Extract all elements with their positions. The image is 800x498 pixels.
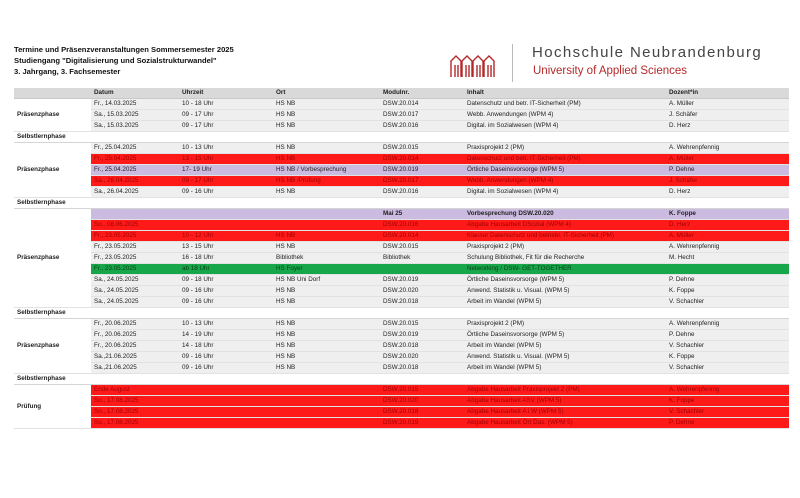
cell-modul: DSW.20.015: [380, 385, 464, 396]
table-row: [14, 176, 789, 187]
cell-zeit: 13 - 15 Uhr: [179, 154, 273, 165]
table-row: [14, 110, 789, 121]
university-tagline: University of Applied Sciences: [533, 65, 688, 77]
table-row: [14, 330, 789, 341]
cell-dozent: V. Schachler: [666, 407, 789, 418]
cell-modul: DSW.20.015: [380, 143, 464, 154]
table-row: [14, 319, 789, 330]
cell-zeit: 09 - 17 Uhr: [179, 121, 273, 132]
cell-datum: Sa., 15.03.2025: [91, 110, 179, 121]
cell-ort: HS NB: [273, 187, 380, 198]
cell-zeit: ab 18 Uhr: [179, 264, 273, 275]
cell-zeit: 09 - 17 Uhr: [179, 110, 273, 121]
cell-datum: Sa., 15.03.2025: [91, 121, 179, 132]
table-row: [14, 407, 789, 418]
cell-dozent: V. Schachler: [666, 341, 789, 352]
cell-dozent: P. Dehne: [666, 165, 789, 176]
cell-datum: So., 08.06.2025: [91, 220, 179, 231]
column-header: Ort: [273, 88, 380, 99]
cell-ort: HS NB / Vorbesprechung: [273, 165, 380, 176]
table-row: [14, 352, 789, 363]
cell-ort: [273, 396, 380, 407]
cell-inhalt: Örtliche Daseinsvorsorge (WPM 5): [464, 165, 666, 176]
cell-inhalt: Abgabe Hausarbeit A i W (WPM 5): [464, 407, 666, 418]
table-row: [14, 264, 789, 275]
cell-zeit: 14 - 19 Uhr: [179, 330, 273, 341]
cell-datum: Sa., 24.05.2025: [91, 297, 179, 308]
cell-modul: DSW.20.019: [380, 330, 464, 341]
cell-dozent: A. Wehrenpfennig: [666, 385, 789, 396]
cell-zeit: 16 - 18 Uhr: [179, 253, 273, 264]
cell-inhalt: Praxisprojekt 2 (PM): [464, 143, 666, 154]
cell-zeit: [179, 396, 273, 407]
cell-inhalt: Praxisprojekt 2 (PM): [464, 242, 666, 253]
section-separator-row: [14, 132, 789, 143]
cell-ort: HS NB: [273, 99, 380, 110]
section-separator-row: [14, 198, 789, 209]
cell-inhalt: Webb. Anwendungen (WPM 4): [464, 110, 666, 121]
table-row: [14, 242, 789, 253]
university-logo: [448, 44, 788, 84]
cell-zeit: [179, 418, 273, 429]
cell-inhalt: Abgabe Hausarbeit Ört Das. (WPM 5): [464, 418, 666, 429]
cell-zeit: 10 - 13 Uhr: [179, 143, 273, 154]
cell-inhalt: Networking / DSW- GET-TOGETHER: [464, 264, 666, 275]
cell-zeit: [179, 407, 273, 418]
cell-ort: HS NB: [273, 297, 380, 308]
cell-inhalt: Praxisprojekt 2 (PM): [464, 319, 666, 330]
table-row: [14, 286, 789, 297]
cell-ort: [273, 407, 380, 418]
cell-inhalt: Klausur Datenschutz und betriebl. IT-Sicherheit (PM): [464, 231, 666, 242]
cell-inhalt: Abgabe Hausarbeit Praxisprojekt 2 (PM): [464, 385, 666, 396]
cell-modul: DSW.20.020: [380, 352, 464, 363]
cell-datum: So., 17.08.2025: [91, 407, 179, 418]
university-logo-mark-icon: [450, 52, 496, 78]
cell-modul: [380, 264, 464, 275]
cell-ort: [273, 209, 380, 220]
cell-zeit: 10 - 12 Uhr: [179, 231, 273, 242]
cell-dozent: M. Hecht: [666, 253, 789, 264]
cell-zeit: 09 - 16 Uhr: [179, 297, 273, 308]
cell-dozent: K. Foppe: [666, 396, 789, 407]
section-label: Selbstlernphase: [14, 198, 789, 209]
table-row: [14, 231, 789, 242]
cell-dozent: [666, 264, 789, 275]
cell-zeit: 10 - 18 Uhr: [179, 99, 273, 110]
table-row: [14, 99, 789, 110]
cell-zeit: 09 - 17 Uhr: [179, 176, 273, 187]
schedule-table: [14, 88, 789, 429]
column-header: Modulnr.: [380, 88, 464, 99]
cell-ort: HS NB: [273, 352, 380, 363]
cell-datum: Sa.,21.06.2025: [91, 352, 179, 363]
cell-zeit: 17- 19 Uhr: [179, 165, 273, 176]
cell-modul: DSW.20.016: [380, 121, 464, 132]
cell-ort: HS NB: [273, 363, 380, 374]
cell-dozent: K. Foppe: [666, 352, 789, 363]
document-header: [14, 44, 234, 77]
cell-datum: Fr., 23.05.2025: [91, 264, 179, 275]
cell-dozent: J. Schäfer: [666, 110, 789, 121]
table-row: [14, 275, 789, 286]
cell-modul: Bibliothek: [380, 253, 464, 264]
cell-datum: Fr., 23.05.2025: [91, 231, 179, 242]
table-row: [14, 253, 789, 264]
cell-ort: HS NB: [273, 242, 380, 253]
cell-ort: [273, 385, 380, 396]
table-row: [14, 220, 789, 231]
cell-datum: Fr., 20.06.2025: [91, 330, 179, 341]
cell-zeit: 09 - 16 Uhr: [179, 187, 273, 198]
cell-datum: So., 17.08.2025: [91, 418, 179, 429]
column-header: [14, 88, 91, 99]
cell-modul: DSW.20.017: [380, 176, 464, 187]
cell-datum: Ende August: [91, 385, 179, 396]
column-header: Inhalt: [464, 88, 666, 99]
cell-dozent: P. Dehne: [666, 330, 789, 341]
university-name: Hochschule Neubrandenburg: [532, 44, 763, 61]
cell-modul: DSW.20.020: [380, 286, 464, 297]
cell-inhalt: Örtliche Daseinsvorsorge (WPM 5): [464, 330, 666, 341]
section-label: Selbstlernphase: [14, 132, 789, 143]
section-label: Selbstlernphase: [14, 308, 789, 319]
cell-inhalt: Arbeit im Wandel (WPM 5): [464, 297, 666, 308]
cell-datum: Fr., 20.06.2025: [91, 319, 179, 330]
logo-divider: [512, 44, 513, 82]
table-row: [14, 154, 789, 165]
cell-ort: [273, 418, 380, 429]
cell-modul: DSW.20.017: [380, 110, 464, 121]
cell-modul: Mai 25: [380, 209, 464, 220]
section-separator-row: [14, 374, 789, 385]
cell-datum: Fr., 25.04.2025: [91, 154, 179, 165]
table-row: [14, 209, 789, 220]
cell-dozent: A. Müller: [666, 99, 789, 110]
cell-datum: Fr., 23.05.2025: [91, 242, 179, 253]
table-row: [14, 165, 789, 176]
cell-dozent: A. Wehrenpfennig: [666, 242, 789, 253]
cell-ort: HS NB: [273, 121, 380, 132]
cell-datum: Sa., 24.05.2025: [91, 275, 179, 286]
cell-modul: DSW.20.020: [380, 396, 464, 407]
cell-modul: DSW.20.019: [380, 165, 464, 176]
cell-datum: Sa., 26.04.2025: [91, 176, 179, 187]
cell-ort: HS NB: [273, 286, 380, 297]
table-row: [14, 143, 789, 154]
table-row: [14, 363, 789, 374]
cell-zeit: 10 - 13 Uhr: [179, 319, 273, 330]
cell-datum: Fr., 14.03.2025: [91, 99, 179, 110]
cell-ort: HS NB: [273, 341, 380, 352]
cell-modul: DSW.20.018: [380, 341, 464, 352]
cell-inhalt: Anwend. Statistik u. Visual. (WPM 5): [464, 286, 666, 297]
cell-dozent: V. Schachler: [666, 297, 789, 308]
cell-inhalt: Abgabe Hausarbeit ASV (WPM 5): [464, 396, 666, 407]
table-row: [14, 187, 789, 198]
cell-modul: DSW.20.019: [380, 275, 464, 286]
cell-inhalt: Datenschutz und betr. IT-Sicherheit (PM): [464, 99, 666, 110]
cell-ort: HS Foyer: [273, 264, 380, 275]
header-title: Termine und Präsenzveranstaltungen Sommersemester 2025: [14, 45, 234, 54]
cell-datum: Fr., 25.04.2025: [91, 143, 179, 154]
phase-label: Prüfung: [14, 385, 91, 429]
cell-modul: DSW.20.014: [380, 231, 464, 242]
header-program: Studiengang "Digitalisierung und Sozialstrukturwandel": [14, 56, 217, 65]
cell-ort: HS NB: [273, 330, 380, 341]
cell-zeit: [179, 385, 273, 396]
cell-inhalt: Örtliche Daseinsvorsorge (WPM 5): [464, 275, 666, 286]
phase-label: Präsenzphase: [14, 319, 91, 374]
cell-inhalt: Webb. Anwendungen (WPM 4): [464, 176, 666, 187]
cell-ort: HS NB /Prüfung: [273, 176, 380, 187]
cell-zeit: [179, 209, 273, 220]
column-header: Uhrzeit: [179, 88, 273, 99]
cell-ort: HS NB: [273, 319, 380, 330]
cell-zeit: 13 - 15 Uhr: [179, 242, 273, 253]
cell-zeit: 09 - 16 Uhr: [179, 286, 273, 297]
table-row: [14, 121, 789, 132]
cell-datum: Sa., 24.05.2025: [91, 286, 179, 297]
cell-datum: [91, 209, 179, 220]
cell-ort: [273, 220, 380, 231]
cell-dozent: D. Herz: [666, 220, 789, 231]
phase-label: Präsenzphase: [14, 209, 91, 308]
table-row: [14, 418, 789, 429]
cell-ort: HS NB: [273, 110, 380, 121]
cell-inhalt: Digital. im Sozialwesen (WPM 4): [464, 187, 666, 198]
phase-label: Präsenzphase: [14, 99, 91, 132]
cell-modul: DSW.20.015: [380, 242, 464, 253]
cell-dozent: J. Schäfer: [666, 176, 789, 187]
cell-datum: Fr., 23.05.2025: [91, 253, 179, 264]
cell-ort: HS NB: [273, 154, 380, 165]
cell-modul: DSW.20.016: [380, 220, 464, 231]
cell-ort: HS NB: [273, 231, 380, 242]
cell-ort: HS NB: [273, 143, 380, 154]
cell-dozent: D. Herz: [666, 121, 789, 132]
cell-dozent: K. Foppe: [666, 286, 789, 297]
cell-inhalt: Vorbesprechung DSW.20.020: [464, 209, 666, 220]
column-header: Datum: [91, 88, 179, 99]
cell-dozent: D. Herz: [666, 187, 789, 198]
phase-label: Präsenzphase: [14, 143, 91, 198]
cell-zeit: 14 - 18 Uhr: [179, 341, 273, 352]
cell-modul: DSW.20.018: [380, 297, 464, 308]
cell-zeit: [179, 220, 273, 231]
cell-modul: DSW.20.016: [380, 187, 464, 198]
cell-dozent: P. Dehne: [666, 418, 789, 429]
cell-datum: Sa., 26.04.2025: [91, 187, 179, 198]
cell-inhalt: Arbeit im Wandel (WPM 5): [464, 341, 666, 352]
cell-inhalt: Arbeit im Wandel (WPM 5): [464, 363, 666, 374]
cell-modul: DSW.20.018: [380, 407, 464, 418]
cell-inhalt: Schulung Bibliothek, Fit für die Recherche: [464, 253, 666, 264]
cell-zeit: 09 - 16 Uhr: [179, 352, 273, 363]
cell-inhalt: Digital. im Sozialwesen (WPM 4): [464, 121, 666, 132]
cell-inhalt: Anwend. Statistik u. Visual. (WPM 5): [464, 352, 666, 363]
cell-modul: DSW.20.014: [380, 99, 464, 110]
cell-modul: DSW.20.015: [380, 319, 464, 330]
table-header-row: [14, 88, 789, 99]
cell-zeit: 09 - 18 Uhr: [179, 275, 273, 286]
cell-datum: Sa.,21.06.2025: [91, 363, 179, 374]
cell-dozent: A. Müller: [666, 231, 789, 242]
cell-zeit: 09 - 16 Uhr: [179, 363, 273, 374]
cell-datum: So., 17.08.2025: [91, 396, 179, 407]
section-separator-row: [14, 308, 789, 319]
section-label: Selbstlernphase: [14, 374, 789, 385]
cell-inhalt: Datenschutz und betr. IT-Sicherheit (PM): [464, 154, 666, 165]
cell-dozent: A. Müller: [666, 154, 789, 165]
cell-modul: DSW.20.014: [380, 154, 464, 165]
cell-datum: Fr., 20.06.2025: [91, 341, 179, 352]
cell-inhalt: Abgabe Hausarbeit DSozial (WPM 4): [464, 220, 666, 231]
cell-dozent: A. Wehrenpfennig: [666, 319, 789, 330]
column-header: Dozent*in: [666, 88, 789, 99]
cell-modul: DSW.20.019: [380, 418, 464, 429]
cell-datum: Fr., 25.04.2025: [91, 165, 179, 176]
cell-dozent: K. Foppe: [666, 209, 789, 220]
table-row: [14, 341, 789, 352]
cell-dozent: A. Wehrenpfennig: [666, 143, 789, 154]
header-semester: 3. Jahrgang, 3. Fachsemester: [14, 67, 121, 76]
table-row: [14, 396, 789, 407]
cell-ort: Bibliothek: [273, 253, 380, 264]
cell-ort: HS NB Uni Dorf: [273, 275, 380, 286]
cell-dozent: V. Schachler: [666, 363, 789, 374]
table-row: [14, 297, 789, 308]
cell-dozent: P. Dehne: [666, 275, 789, 286]
cell-modul: DSW.20.018: [380, 363, 464, 374]
table-row: [14, 385, 789, 396]
